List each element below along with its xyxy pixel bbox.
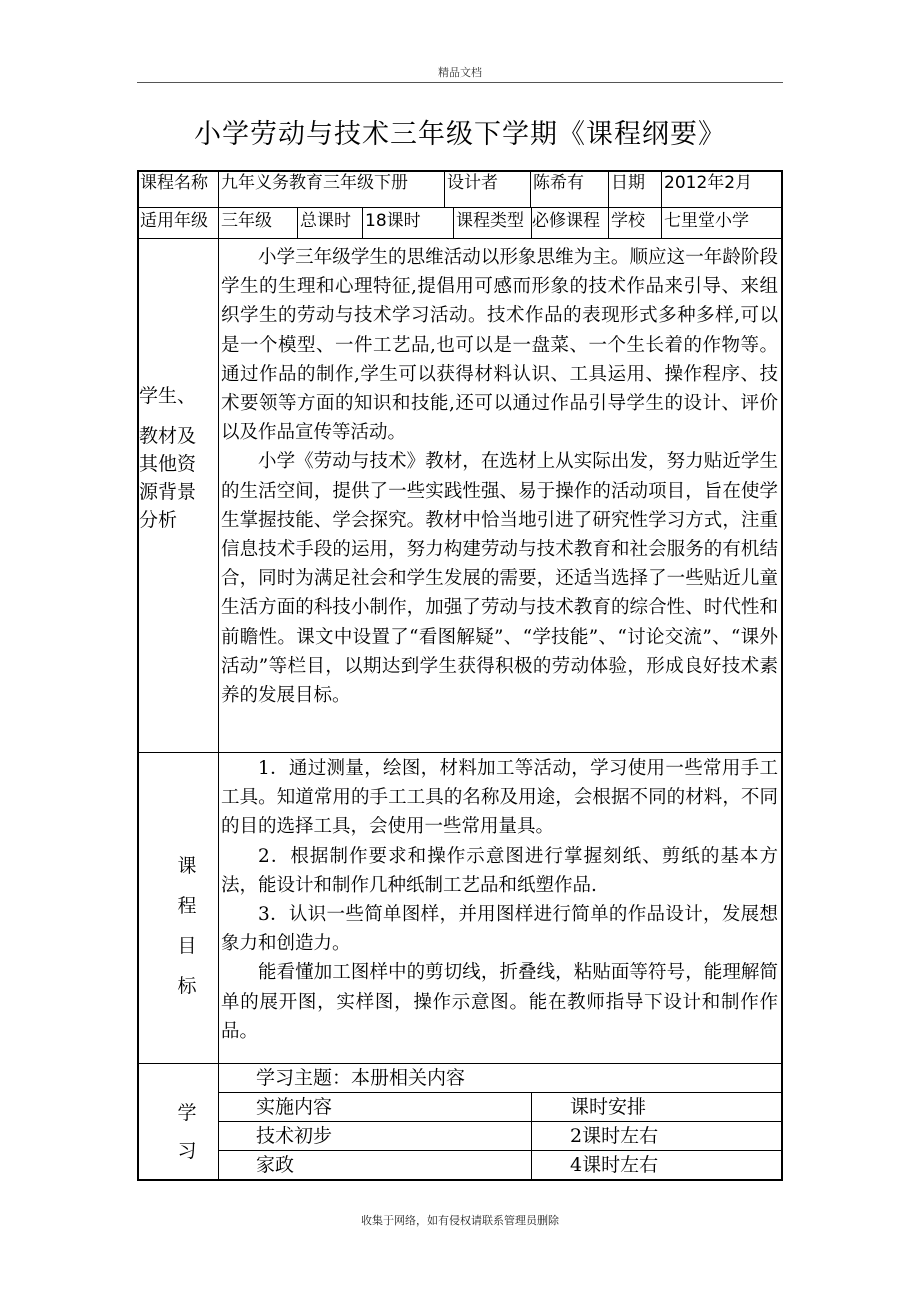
document-title: 小学劳动与技术三年级下学期《课程纲要》 bbox=[194, 119, 726, 150]
date-value: 2012年2月 bbox=[664, 173, 753, 193]
objectives-label-char: 课 bbox=[177, 855, 197, 877]
objective-item-4: 能看懂加工图样中的剪切线，折叠线，粘贴面等符号，能理解简单的展开图，实样图，操作示意图。能在教师指导下设计和制作作品。 bbox=[221, 962, 778, 1042]
hours-label: 总课时 bbox=[300, 211, 351, 231]
background-analysis bbox=[221, 243, 778, 710]
objective-item-3: 3．认识一些简单图样，并用图样进行简单的作品设计，发展想象力和创造力。 bbox=[221, 904, 778, 955]
course-objectives bbox=[221, 754, 778, 1046]
grade-value: 三年级 bbox=[221, 211, 272, 231]
hours-value: 18课时 bbox=[365, 211, 421, 231]
course-type-label: 课程类型 bbox=[456, 211, 524, 231]
table-rule bbox=[137, 170, 139, 1180]
designer-value: 陈希有 bbox=[533, 173, 584, 193]
objective-item-2: 2．根据制作要求和操作示意图进行掌握刻纸、剪纸的基本方法，能设计和制作几种纸制工艺品和纸塑作品. bbox=[221, 845, 778, 896]
study-header-content: 实施内容 bbox=[256, 1096, 333, 1118]
background-paragraph-1: 小学三年级学生的思维活动以形象思维为主。顺应这一年龄阶段学生的生理和心理特征,提倡用可感而形象的技术作品来引导、来组织学生的劳动与技术学习活动。技术作品的表现形式多种多样,可以是一个模型、一件工艺品,也可以是一盘菜、一个生长着的作物等。通过作品的制作,学生可以获得材料认识、工具运用、操作程序、技术要领等方面的知识和技能,还可以通过作品引导学生的设计、评价以及作品宣传等活动。 bbox=[221, 247, 778, 444]
school-label: 学校 bbox=[611, 211, 645, 231]
table-rule bbox=[137, 1179, 783, 1181]
background-label-line1: 学生、 bbox=[139, 385, 197, 407]
study-row-hours: 4课时左右 bbox=[570, 1154, 659, 1176]
study-row-hours: 2课时左右 bbox=[570, 1125, 659, 1147]
study-theme: 学习主题：本册相关内容 bbox=[256, 1067, 466, 1089]
objective-item-1: 1．通过测量，绘图，材料加工等活动，学习使用一些常用手工工具。知道常用的手工工具的名称及用途，会根据不同的材料，不同的目的选择工具，会使用一些常用量具。 bbox=[221, 758, 778, 838]
study-label-char: 习 bbox=[177, 1140, 197, 1162]
study-row-content: 家政 bbox=[256, 1154, 295, 1176]
background-label-line2: 教材及其他资源背景分析 bbox=[139, 425, 197, 531]
table-rule bbox=[218, 1150, 783, 1151]
designer-label: 设计者 bbox=[447, 173, 498, 193]
course-name-value: 九年义务教育三年级下册 bbox=[221, 173, 408, 193]
background-label bbox=[139, 382, 215, 534]
header-rule bbox=[137, 82, 783, 83]
objectives-label-char: 程 bbox=[177, 895, 197, 917]
grade-label: 适用年级 bbox=[140, 211, 208, 231]
table-rule bbox=[137, 752, 783, 753]
course-type-value: 必修课程 bbox=[532, 211, 600, 231]
study-header-hours: 课时安排 bbox=[570, 1096, 647, 1118]
page-header-label: 精品文档 bbox=[438, 66, 482, 79]
table-rule bbox=[218, 170, 219, 1180]
school-value: 七里堂小学 bbox=[664, 211, 749, 231]
course-name-label: 课程名称 bbox=[140, 173, 208, 193]
study-label-char: 学 bbox=[177, 1102, 197, 1124]
study-row-content: 技术初步 bbox=[256, 1125, 333, 1147]
page-footer-label: 收集于网络，如有侵权请联系管理员删除 bbox=[361, 1214, 559, 1227]
study-label bbox=[137, 1094, 237, 1170]
table-rule bbox=[781, 170, 783, 1180]
table-rule bbox=[137, 238, 783, 239]
table-rule bbox=[531, 1092, 532, 1179]
objectives-label-char: 标 bbox=[177, 975, 197, 997]
table-rule bbox=[137, 207, 783, 208]
date-label: 日期 bbox=[611, 173, 645, 193]
objectives-label-char: 目 bbox=[177, 935, 197, 957]
background-paragraph-2: 小学《劳动与技术》教材，在选材上从实际出发，努力贴近学生的生活空间，提供了一些实践性强、易于操作的活动项目，旨在使学生掌握技能、学会探究。教材中恰当地引进了研究性学习方式，注重信息技术手段的运用，努力构建劳动与技术教育和社会服务的有机结合，同时为满足社会和学生发展的需要，还适当选择了一些贴近儿童生活方面的科技小制作，加强了劳动与技术教育的综合性、时代性和前瞻性。课文中设置了“看图解疑”、“学技能”、“讨论交流”、“课外活动”等栏目，以期达到学生获得积极的劳动体验，形成良好技术素养的发展目标。 bbox=[221, 451, 778, 707]
